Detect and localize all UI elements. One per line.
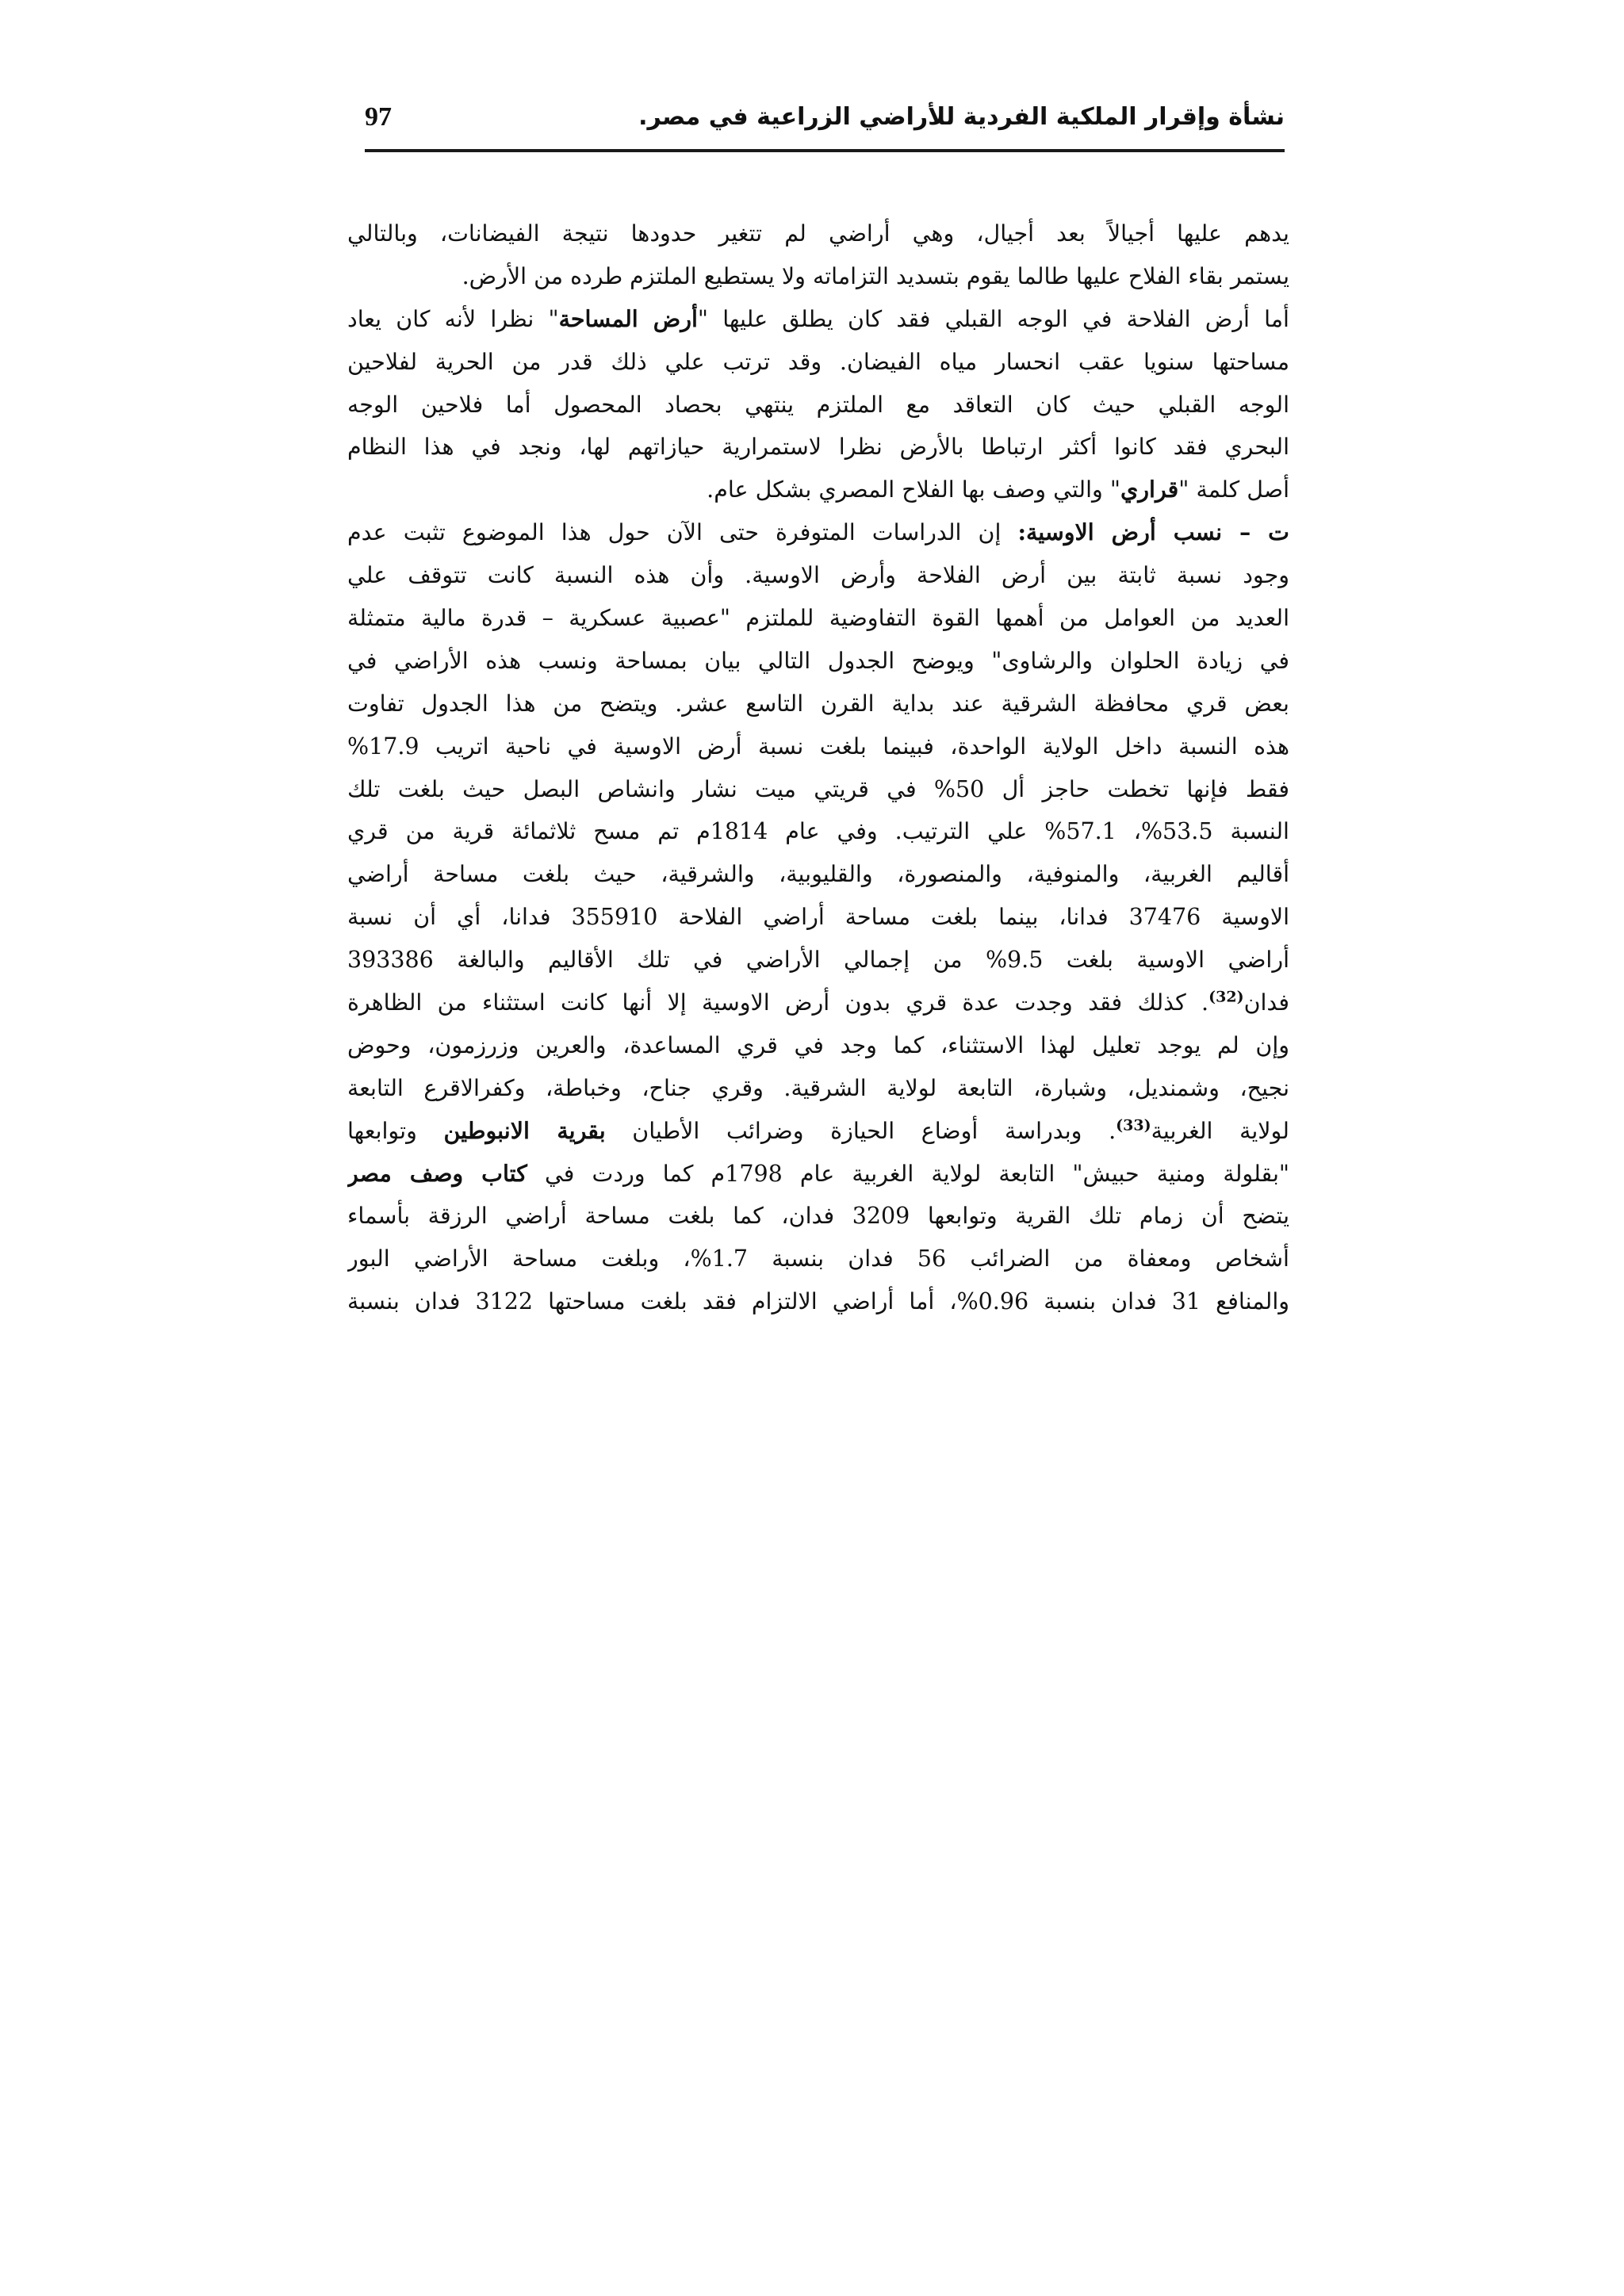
text-run: بعض قري محافظة الشرقية عند بداية القرن التاسع عشر. ويتضح من هذا الجدول تفاوت (347, 690, 1289, 717)
text-run: الوجه القبلي حيث كان التعاقد مع الملتزم ينتهي بحصاد المحصول أما فلاحين الوجه (347, 391, 1289, 418)
text-line (347, 212, 1289, 255)
text-line (347, 1153, 1289, 1196)
text-run: أما أرض الفلاحة في الوجه القبلي فقد كان يطلق عليها " (697, 305, 1289, 332)
text-line (347, 384, 1289, 427)
text-line (347, 640, 1289, 683)
text-line (347, 1024, 1289, 1067)
text-line (347, 982, 1289, 1024)
text-run: أصل كلمة " (1178, 476, 1289, 503)
text-run: النسبة 53.5%، 57.1% علي الترتيب. وفي عام 1814م تم مسح ثلاثمائة قرية من قري (347, 818, 1289, 845)
text-run: البحري فقد كانوا أكثر ارتباطا بالأرض نظرا لاستمرارية حيازاتهم لها، ونجد في هذا النظام (347, 434, 1289, 461)
text-run: أراضي الاوسية بلغت 9.5% من إجمالي الأراضي في تلك الأقاليم والبالغة 393386 (347, 947, 1289, 974)
text-run: فدان (1243, 989, 1289, 1016)
text-line (347, 1110, 1289, 1153)
text-line (347, 768, 1289, 811)
running-title: نشأة وإقرار الملكية الفردية للأراضي الزراعية في مصر. (638, 103, 1285, 131)
text-run: والمنافع 31 فدان بنسبة 0.96%، أما أراضي الالتزام فقد بلغت مساحتها 3122 فدان بنسبة (347, 1288, 1289, 1315)
text-run: يدهم عليها أجيالاً بعد أجيال، وهي أراضي لم تتغير حدودها نتيجة الفيضانات، وبالتالي (347, 220, 1289, 247)
text-run: هذه النسبة داخل الولاية الواحدة، فبينما بلغت نسبة أرض الاوسية في ناحية اتريب 17.9% (347, 733, 1289, 760)
text-run: أشخاص ومعفاة من الضرائب 56 فدان بنسبة 1.7%، وبلغت مساحة الأراضي البور (347, 1246, 1289, 1272)
body-text (347, 212, 1289, 1323)
bold-term: كتاب وصف مصر (347, 1159, 527, 1187)
text-line (347, 554, 1289, 597)
text-run: وإن لم يوجد تعليل لهذا الاستثناء، كما وجد في قري المساعدة، والعرين وزرزمون، وحوض (347, 1031, 1289, 1058)
text-run: "بقلولة ومنية حبيش" التابعة لولاية الغربية عام 1798م كما وردت في (527, 1160, 1289, 1187)
text-line (347, 896, 1289, 939)
bold-term: بقرية الانبوطين (443, 1116, 606, 1144)
footnote-ref: (33) (1116, 1116, 1151, 1135)
text-run: . كذلك فقد وجدت عدة قري بدون أرض الاوسية إلا أنها كانت استثناء من الظاهرة (347, 989, 1209, 1016)
text-line (347, 1195, 1289, 1238)
bold-term: قراري (1120, 476, 1179, 503)
text-line (347, 683, 1289, 725)
text-line (347, 853, 1289, 896)
text-run: " والتي وصف بها الفلاح المصري بشكل عام. (707, 476, 1120, 503)
text-line (347, 1280, 1289, 1323)
text-line (347, 1238, 1289, 1280)
text-line (347, 511, 1289, 554)
text-line (347, 426, 1289, 469)
text-line (347, 1067, 1289, 1110)
text-line (347, 341, 1289, 384)
text-run: وتوابعها (347, 1117, 444, 1144)
text-run: في زيادة الحلوان والرشاوى" ويوضح الجدول التالي بيان بمساحة ونسب هذه الأراضي في (347, 647, 1289, 674)
bold-term: أرض المساحة (558, 304, 698, 332)
page-number: 97 (365, 102, 392, 132)
text-line (347, 939, 1289, 982)
text-run: مساحتها سنويا عقب انحسار مياه الفيضان. وقد ترتب علي ذلك قدر من الحرية لفلاحين (347, 348, 1289, 375)
text-run: يتضح أن زمام تلك القرية وتوابعها 3209 فدان، كما بلغت مساحة أراضي الرزقة بأسماء (347, 1203, 1289, 1230)
text-line (347, 298, 1289, 341)
text-line (347, 725, 1289, 768)
text-run: أقاليم الغربية، والمنوفية، والمنصورة، والقليوبية، والشرقية، حيث بلغت مساحة أراضي (347, 861, 1289, 888)
text-run: العديد من العوامل من أهمها القوة التفاوضية للملتزم "عصبية عسكرية – قدرة مالية متمثلة (347, 605, 1289, 632)
text-run: نجيح، وشمنديل، وشبارة، التابعة لولاية الشرقية. وقري جناح، وخباطة، وكفرالاقرع التابعة (347, 1074, 1289, 1101)
text-line (347, 597, 1289, 640)
text-run: " نظرا لأنه كان يعاد (347, 305, 559, 332)
footnote-ref: (32) (1208, 988, 1244, 1006)
running-header (365, 100, 1285, 152)
text-run: . وبدراسة أوضاع الحيازة وضرائب الأطيان (605, 1117, 1116, 1144)
text-run: يستمر بقاء الفلاح عليها طالما يقوم بتسديد التزاماته ولا يستطيع الملتزم طرده من الأرض. (462, 262, 1289, 289)
text-run: وجود نسبة ثابتة بين أرض الفلاحة وأرض الاوسية. وأن هذه النسبة كانت تتوقف علي (347, 562, 1289, 589)
text-line (347, 255, 1289, 298)
bold-term: ت – نسب أرض الاوسية: (1017, 519, 1289, 546)
text-line (347, 469, 1289, 511)
text-run: فقط فإنها تخطت حاجز أل 50% في قريتي ميت نشار وانشاص البصل حيث بلغت تلك (347, 775, 1289, 802)
text-line (347, 810, 1289, 853)
text-run: إن الدراسات المتوفرة حتى الآن حول هذا الموضوع تثبت عدم (347, 519, 1018, 546)
text-run: لولاية الغربية (1151, 1117, 1289, 1144)
text-run: الاوسية 37476 فدانا، بينما بلغت مساحة أراضي الفلاحة 355910 فدانا، أي أن نسبة (347, 904, 1289, 931)
